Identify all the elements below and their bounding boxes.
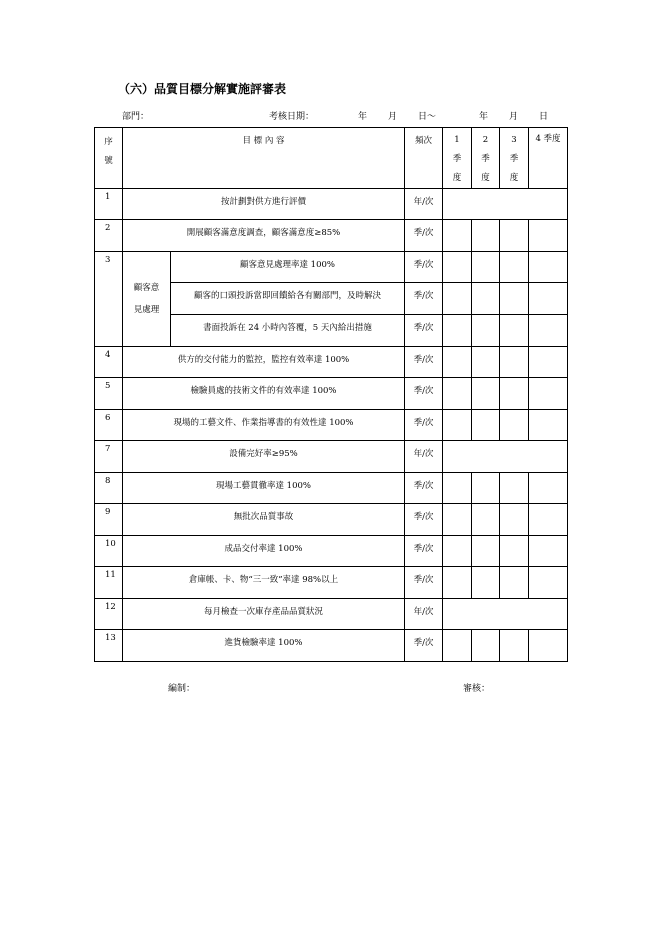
table-row: 5 檢驗員處的技術文件的有效率達 100% 季/次 [95, 378, 568, 410]
start-day-label: 日～ [418, 112, 437, 122]
table-row: 13 進貨檢驗率達 100% 季/次 [95, 630, 568, 662]
table-row: 12 每月檢查一次庫存產品品質狀況 年/次 [95, 599, 568, 630]
table-row: 10 成品交付率達 100% 季/次 [95, 536, 568, 567]
table-row: 8 現場工藝貫徹率達 100% 季/次 [95, 473, 568, 504]
annual-merged-cell [443, 189, 568, 220]
header-q4: 4 季度 [529, 128, 568, 189]
table-row: 4 供方的交付能力的監控，監控有效率達 100% 季/次 [95, 347, 568, 378]
evaluation-table [94, 127, 568, 662]
reviewed-by-label: 審核： [463, 684, 491, 694]
table-row: 1 按計劃對供方進行評價 年/次 [95, 189, 568, 220]
annual-merged-cell [443, 599, 568, 630]
customer-feedback-group: 顧客意 見處理 [123, 252, 171, 347]
table-row: 3 顧客意 見處理 顧客意見處理率達 100% 季/次 [95, 252, 568, 283]
review-date-label: 考核日期： [269, 112, 315, 122]
table-header-row [95, 128, 568, 189]
table-row: 6 現場的工藝文件、作業指導書的有效性達 100% 季/次 [95, 410, 568, 441]
start-year-label: 年 [358, 112, 368, 122]
header-frequency: 頻次 [405, 128, 443, 189]
table-row: 11 倉庫帳、卡、物“三一致”率達 98%以上 季/次 [95, 567, 568, 599]
table-row: 書面投訴在 24 小時內答覆，5 天內給出措施 季/次 [95, 315, 568, 347]
header-q2: 2 季 度 [472, 128, 500, 189]
table-row: 7 設備完好率≥95% 年/次 [95, 441, 568, 473]
header-content: 目 標 內 容 [123, 128, 405, 189]
table-row: 2 開展顧客滿意度調查，顧客滿意度≥85% 季/次 [95, 220, 568, 252]
header-seq: 序 號 [95, 128, 123, 189]
start-month-label: 月 [388, 112, 398, 122]
department-label: 部門： [122, 112, 150, 122]
prepared-by-label: 編制： [168, 684, 196, 694]
header-q1: 1 季 度 [443, 128, 472, 189]
form-title: （六）品質目標分解實施評審表 [118, 82, 287, 96]
table-row: 顧客的口頭投訴當即回饋給各有關部門，及時解決 季/次 [95, 283, 568, 315]
annual-merged-cell [443, 441, 568, 473]
table-row: 9 無批次品質事故 季/次 [95, 504, 568, 536]
header-q3: 3 季 度 [500, 128, 529, 189]
end-year-label: 年 [479, 112, 489, 122]
end-month-label: 月 [509, 112, 519, 122]
end-day-label: 日 [539, 112, 549, 122]
